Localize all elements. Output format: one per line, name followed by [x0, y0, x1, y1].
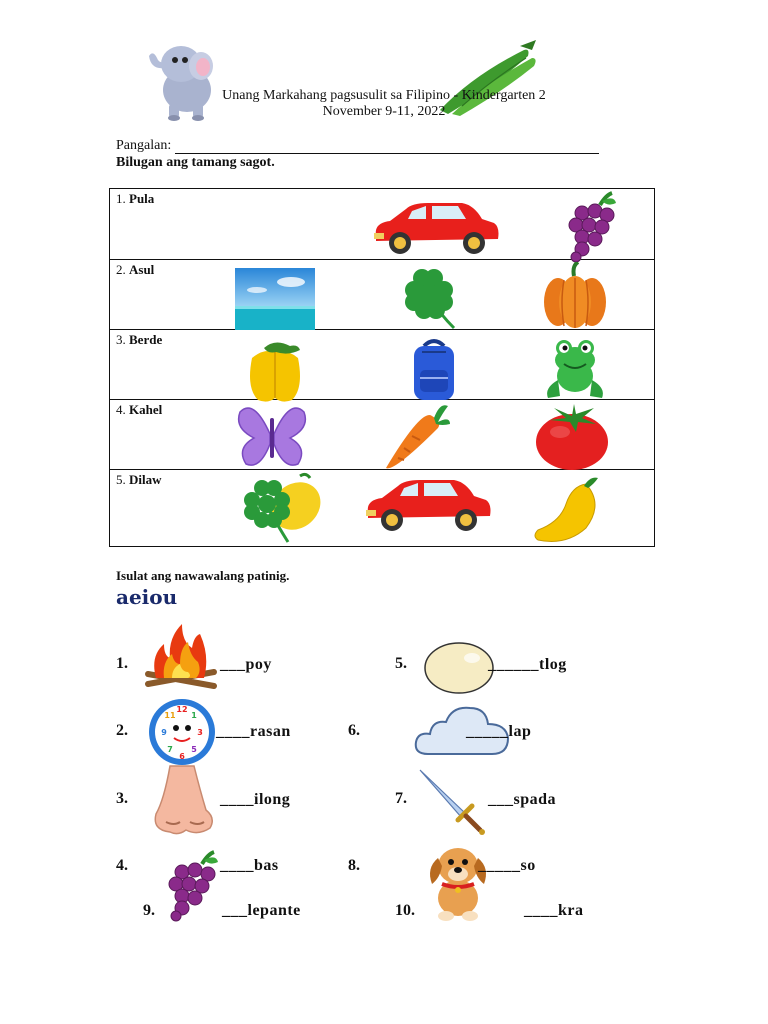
table-cell: [110, 330, 655, 400]
table-cell: [110, 470, 655, 547]
sword-image: [418, 768, 490, 836]
clover-lemon-image[interactable]: [238, 472, 328, 546]
yellow-bell-pepper-image[interactable]: [242, 338, 308, 404]
red-tomato-image[interactable]: [534, 402, 614, 472]
purple-butterfly-image[interactable]: [234, 404, 310, 470]
table-row: [110, 189, 655, 260]
pumpkin-image[interactable]: [542, 262, 608, 330]
row-label: [116, 262, 154, 278]
row-label: [116, 332, 162, 348]
item-number: 4.: [116, 857, 128, 874]
nose-image: [152, 764, 216, 836]
red-car-image[interactable]: [362, 478, 494, 536]
svg-text:11: 11: [164, 711, 176, 720]
worksheet-title: [0, 88, 768, 120]
grapes-image: [162, 850, 222, 922]
blank-word[interactable]: ___spada: [488, 791, 557, 808]
blank-word[interactable]: ____rasan: [216, 723, 291, 740]
name-label: Pangalan:: [116, 138, 172, 153]
item-number: 5.: [395, 655, 407, 672]
row-label: [116, 472, 162, 488]
orange-carrot-image[interactable]: [382, 402, 452, 472]
green-frog-image[interactable]: [542, 338, 608, 402]
blank-word[interactable]: _____lap: [466, 723, 532, 740]
row-number: 2.: [116, 262, 126, 277]
blank-word[interactable]: ___lepante: [222, 902, 301, 919]
row-color-word: Pula: [129, 191, 155, 206]
blank-word[interactable]: ______tlog: [488, 656, 567, 673]
clock-image: [146, 698, 218, 766]
svg-text:3: 3: [197, 728, 203, 737]
item-number: 8.: [348, 857, 360, 874]
row-color-word: Berde: [129, 332, 163, 347]
title-line-1: Unang Markahang pagsusulit sa Filipino - Kindergarten 2: [222, 88, 546, 103]
blank-word[interactable]: ___poy: [220, 656, 272, 673]
part2-instruction: Isulat ang nawawalang patinig.: [116, 568, 290, 583]
svg-text:1: 1: [191, 711, 197, 720]
fire-image: [142, 622, 220, 694]
item-number: 7.: [395, 790, 407, 807]
row-number: 1.: [116, 191, 126, 206]
table-cell: [110, 189, 655, 260]
svg-text:12: 12: [176, 705, 188, 714]
blue-backpack-image[interactable]: [410, 338, 458, 402]
table-cell: [110, 400, 655, 470]
row-color-word: Kahel: [129, 402, 163, 417]
clover-image[interactable]: [400, 264, 468, 332]
row-number: 3.: [116, 332, 126, 347]
blank-word[interactable]: _____so: [478, 857, 536, 874]
row-number: 5.: [116, 472, 126, 487]
item-number: 1.: [116, 655, 128, 672]
blank-word[interactable]: ____bas: [220, 857, 279, 874]
row-number: 4.: [116, 402, 126, 417]
svg-text:5: 5: [191, 745, 197, 754]
svg-text:6: 6: [179, 752, 185, 761]
red-car-image[interactable]: [370, 201, 502, 259]
name-field: [116, 138, 599, 154]
item-number: 2.: [116, 722, 128, 739]
part1-instruction: Bilugan ang tamang sagot.: [116, 155, 275, 170]
table-row: [110, 260, 655, 330]
blue-sea-image[interactable]: [235, 268, 315, 330]
grapes-image[interactable]: [562, 191, 620, 263]
vowels-heading: aeiou: [116, 585, 178, 609]
row-color-word: Asul: [129, 262, 155, 277]
name-blank-line[interactable]: [175, 139, 599, 154]
item-number: 9.: [143, 902, 155, 919]
table-cell: [110, 260, 655, 330]
yellow-mango-image[interactable]: [530, 474, 606, 544]
egg-image: [422, 640, 496, 696]
svg-text:7: 7: [167, 745, 173, 754]
row-label: [116, 191, 154, 207]
title-date: November 9-11, 2022: [322, 104, 446, 119]
dog-image: [424, 838, 492, 922]
table-row: [110, 470, 655, 547]
table-row: [110, 400, 655, 470]
item-number: 10.: [395, 902, 415, 919]
item-number: 3.: [116, 790, 128, 807]
blank-word[interactable]: ____kra: [524, 902, 584, 919]
row-color-word: Dilaw: [129, 472, 162, 487]
item-number: 6.: [348, 722, 360, 739]
table-row: [110, 330, 655, 400]
row-label: [116, 402, 162, 418]
blank-word[interactable]: ____ilong: [220, 791, 291, 808]
color-table: [109, 188, 655, 547]
svg-text:9: 9: [161, 728, 167, 737]
